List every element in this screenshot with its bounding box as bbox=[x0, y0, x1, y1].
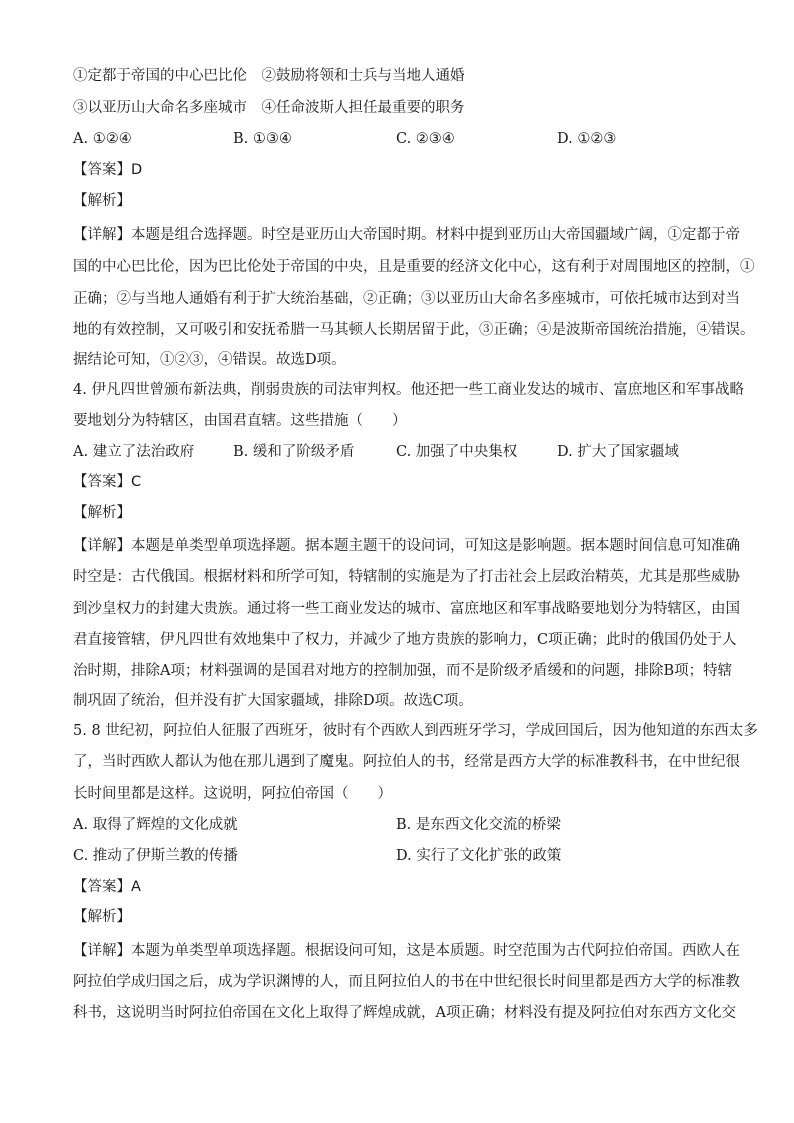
q5-stem-line-3: 长时间里都是这样。这说明，阿拉伯帝国（ ） bbox=[73, 786, 392, 802]
q5-answer: 【答案】A bbox=[73, 879, 141, 895]
q3-answer: 【答案】D bbox=[73, 162, 143, 178]
q3-option-b: B. ①③④ bbox=[233, 131, 292, 147]
q5-stem-line-1: 5. 8 世纪初，阿拉伯人征服了西班牙，彼时有个西欧人到西班牙学习，学成回国后，因为他知道的东西太多 bbox=[73, 723, 758, 739]
q4-stem-line-2: 要地划分为特辖区，由国君直辖。这些措施（ ） bbox=[73, 413, 407, 429]
q5-option-c: C. 推动了伊斯兰教的传播 bbox=[73, 848, 238, 864]
q3-option-a: A. ①②④ bbox=[73, 131, 132, 147]
q5-stem-line-2: 了，当时西欧人都认为他在那儿遇到了魔鬼。阿拉伯人的书，经常是西方大学的标准教科书，在中世纪很 bbox=[73, 754, 740, 770]
q4-detail-line: 时空是：古代俄国。根据材料和所学可知，特辖制的实施是为了打击社会上层政治精英，尤其是那些威胁 bbox=[73, 569, 740, 585]
q4-answer: 【答案】C bbox=[73, 474, 142, 490]
q4-analysis-label: 【解析】 bbox=[73, 505, 131, 521]
q4-detail-line: 到沙皇权力的封建大贵族。通过将一些工商业发达的城市、富庶地区和军事战略要地划分为特辖区，由国 bbox=[73, 601, 740, 617]
q5-option-b: B. 是东西文化交流的桥梁 bbox=[396, 817, 561, 833]
q4-detail-line: 君直接管辖，伊凡四世有效地集中了权力，并减少了地方贵族的影响力，C项正确；此时的俄国仍处于人 bbox=[73, 632, 737, 648]
q4-option-b: B. 缓和了阶级矛盾 bbox=[233, 444, 355, 460]
q5-analysis-label: 【解析】 bbox=[73, 909, 131, 925]
q4-option-d: D. 扩大了国家疆域 bbox=[557, 444, 679, 460]
q4-detail-line: 制巩固了统治，但并没有扩大国家疆域，排除D项。故选C项。 bbox=[73, 693, 473, 709]
q3-detail-line: 据结论可知，①②③，④错误。故选D项。 bbox=[73, 352, 346, 368]
q3-statement-line-2: ③以亚历山大命名多座城市 ④任命波斯人担任最重要的职务 bbox=[73, 100, 465, 116]
q5-option-d: D. 实行了文化扩张的政策 bbox=[396, 848, 562, 864]
q3-detail-line: 地的有效控制，又可吸引和安抚希腊一马其顿人长期居留于此，③正确；④是波斯帝国统治措施，④错误。 bbox=[73, 322, 755, 338]
q3-analysis-label: 【解析】 bbox=[73, 193, 131, 209]
q3-statement-line-1: ①定都于帝国的中心巴比伦 ②鼓励将领和士兵与当地人通婚 bbox=[73, 68, 465, 84]
q4-option-a: A. 建立了法治政府 bbox=[73, 444, 195, 460]
q3-option-d: D. ①②③ bbox=[557, 131, 617, 147]
q3-detail-line: 【详解】本题是组合选择题。时空是亚历山大帝国时期。材料中提到亚历山大帝国疆域广阔，①定都于帝 bbox=[73, 227, 740, 243]
q4-detail-line: 【详解】本题是单类型单项选择题。据本题主题干的设问词，可知这是影响题。据本题时间信息可知准确 bbox=[73, 538, 740, 554]
q5-detail-line: 科书，这说明当时阿拉伯帝国在文化上取得了辉煌成就，A项正确；材料没有提及阿拉伯对东西方文化交 bbox=[73, 1005, 736, 1021]
q4-detail-line: 治时期，排除A项；材料强调的是国君对地方的控制加强，而不是阶级矛盾缓和的问题，排除B项；特辖 bbox=[73, 663, 733, 679]
q4-option-c: C. 加强了中央集权 bbox=[396, 444, 518, 460]
q5-detail-line: 阿拉伯学成归国之后，成为学识渊博的人，而且阿拉伯人的书在中世纪很长时间里都是西方大学的标准教 bbox=[73, 974, 740, 990]
q3-option-c: C. ②③④ bbox=[396, 131, 455, 147]
q5-option-a: A. 取得了辉煌的文化成就 bbox=[73, 817, 238, 833]
q3-detail-line: 正确；②与当地人通婚有利于扩大统治基础，②正确；③以亚历山大命名多座城市，可依托城市达到对当 bbox=[73, 291, 740, 307]
q4-stem-line-1: 4. 伊凡四世曾颁布新法典，削弱贵族的司法审判权。他还把一些工商业发达的城市、富庶地区和军事战略 bbox=[73, 382, 744, 398]
q5-detail-line: 【详解】本题为单类型单项选择题。根据设问可知，这是本质题。时空范围为古代阿拉伯帝国。西欧人在 bbox=[73, 943, 740, 959]
q3-detail-line: 国的中心巴比伦，因为巴比伦处于帝国的中央，且是重要的经济文化中心，这有利于对周围地区的控制，① bbox=[73, 259, 755, 275]
